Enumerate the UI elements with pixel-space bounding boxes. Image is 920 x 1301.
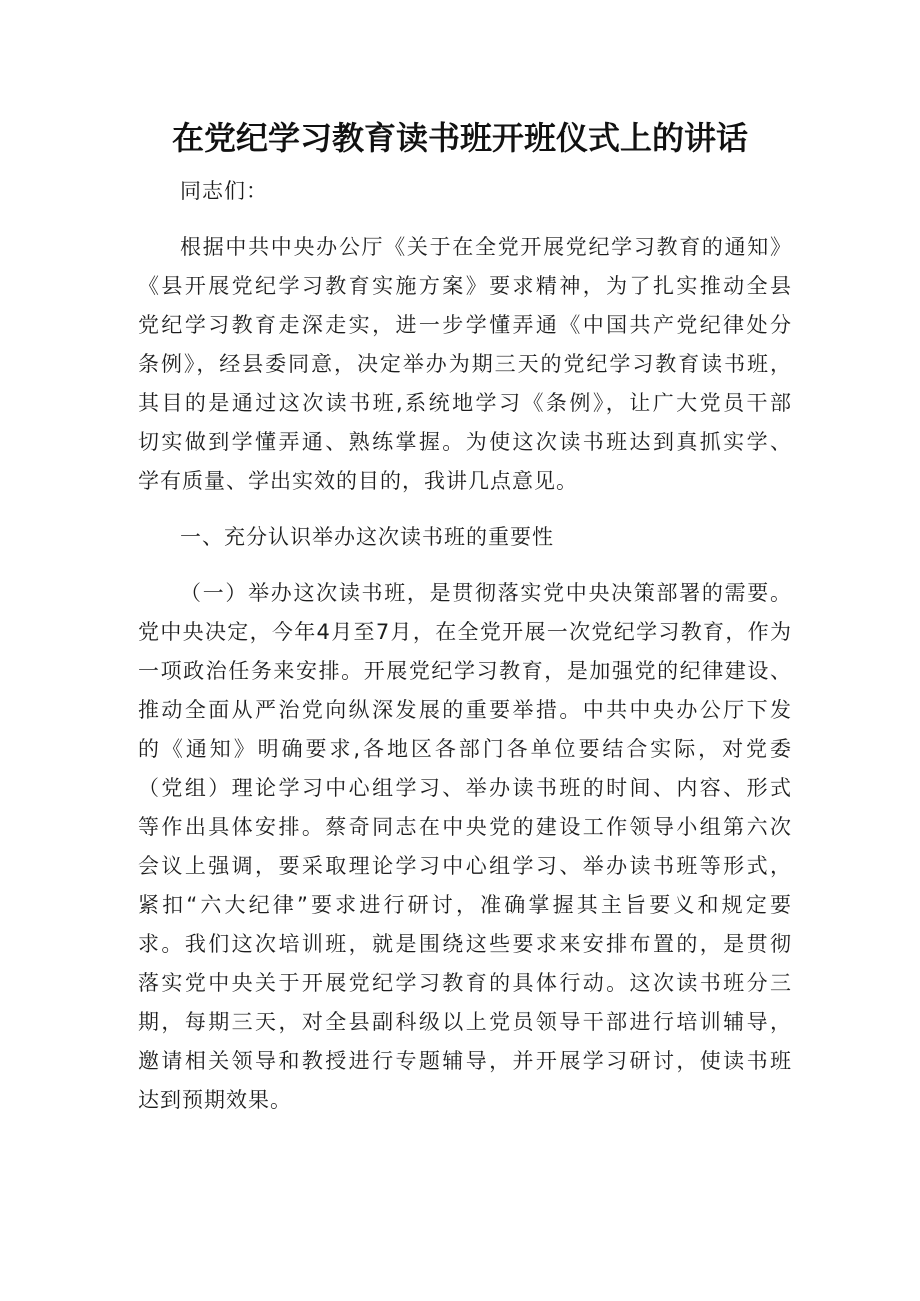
paragraph-line: 学有质量、学出实效的目的，我讲几点意见。 <box>138 469 578 493</box>
paragraph-line: 《县开展党纪学习教育实施方案》要求精神，为了扎实推动全县 <box>138 274 792 298</box>
paragraph-line: 党中央决定，今年4月至7月，在全党开展一次党纪学习教育，作为 <box>138 620 792 644</box>
paragraph-line: 会议上强调，要采取理论学习中心组学习、举办读书班等形式， <box>138 854 792 878</box>
paragraph-line: 推动全面从严治党向纵深发展的重要举措。中共中央办公厅下发 <box>138 698 792 722</box>
paragraph-line: 邀请相关领导和教授进行专题辅导，并开展学习研讨，使读书班 <box>138 1049 792 1073</box>
salutation: 同志们： <box>180 179 268 203</box>
paragraph-line: 其目的是通过这次读书班,系统地学习《条例》，让广大党员干部 <box>138 391 792 415</box>
paragraph-line: 期，每期三天，对全县副科级以上党员领导干部进行培训辅导， <box>138 1010 792 1034</box>
document-title: 在党纪学习教育读书班开班仪式上的讲话 <box>171 119 748 157</box>
paragraph-line: 根据中共中央办公厅《关于在全党开展党纪学习教育的通知》 <box>180 235 792 259</box>
document-body <box>138 172 792 1120</box>
paragraph-line: 落实党中央关于开展党纪学习教育的具体行动。这次读书班分三 <box>138 971 792 995</box>
paragraph-line: （党组）理论学习中心组学习、举办读书班的时间、内容、形式 <box>138 776 792 800</box>
paragraph-line: 紧扣“六大纪律”要求进行研讨，准确掌握其主旨要义和规定要 <box>138 893 792 917</box>
paragraph-line: 一项政治任务来安排。开展党纪学习教育，是加强党的纪律建设、 <box>138 659 792 683</box>
section-heading: 一、充分认识举办这次读书班的重要性 <box>180 525 554 549</box>
paragraph-line: 的《通知》明确要求,各地区各部门各单位要结合实际，对党委 <box>138 737 792 761</box>
paragraph-line: 条例》，经县委同意，决定举办为期三天的党纪学习教育读书班， <box>138 352 792 376</box>
subsection-heading-line: （一）举办这次读书班，是贯彻落实党中央决策部署的需要。 <box>180 581 792 605</box>
paragraph-line: 党纪学习教育走深走实，进一步学懂弄通《中国共产党纪律处分 <box>138 313 792 337</box>
paragraph-line: 达到预期效果。 <box>138 1088 292 1112</box>
paragraph-line: 切实做到学懂弄通、熟练掌握。为使这次读书班达到真抓实学、 <box>138 430 792 454</box>
paragraph-section-1 <box>138 574 792 1120</box>
paragraph-line: 求。我们这次培训班，就是围绕这些要求来安排布置的，是贯彻 <box>138 932 792 956</box>
paragraph-line: 等作出具体安排。蔡奇同志在中央党的建设工作领导小组第六次 <box>138 815 792 839</box>
paragraph-intro <box>138 228 792 501</box>
